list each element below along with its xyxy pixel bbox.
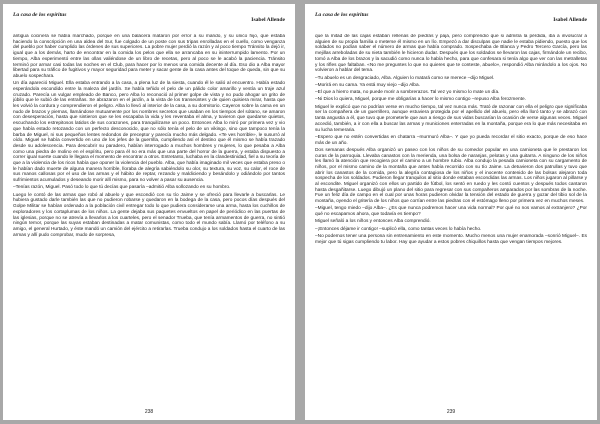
paragraph: –Tenías razón, Miguel. Pasó todo lo que tú decías que pasaría –admitió Alba sollozando en su hombro. [13,185,231,191]
paragraph: Luego le contó de las armas que robó al abuelo y que escondió con su tío Jaime y se ofreció para llevarle a buscarlas. Le hubiera gustado darle también las que no pudieron robarse y quedaron en la bodega de la casa, pero pocos días después del Golpe Militar se habían ordenado a la población civil entregar todo lo que pudiera considerarse una arma, hasta los cuchillos de exploradores y los cortaplumas de los niños. La gente dejaba sus paquetes envueltos en papel de periódico en las puertas de las iglesias, porque no se atrevía a llevarlos a los cuarteles, pero el senador Trueba, que tenía armamentos de guerra, no sintió ningún temor, porque las suyas estaban destinadas a matar comunistas, como todo el mundo sabía. Llamó por teléfono a su amigo, el general Hurtado, y éste mandó un camión del ejército a retirarlas. Trueba condujo a los soldados hasta el cuarto de las armas y allí pudo comprobar, mudo de sorpresa, [13,192,285,238]
paragraph: –No podemos tener una persona sin entrenamiento en este momento. Mucho menos una mujer enamorada –sonrió Miguel–. Es mejor que tú sigas cumpliendo tu labor. Hay que ayudar a estos pobres chiquillos hasta que vengan tiempos mejores. [315,234,587,245]
running-header [315,12,587,26]
page-number: 238 [144,409,154,415]
paragraph: Dos semanas después Alba organizó un paseo con los niños de su comedor popular en una camioneta que le prestaron los curas de la parroquia. Llevaba canastos con la merienda, una bolsa de naranjas, pelotas y una guitarra. A ninguno de los niños les llamó la atención que recogiera por el camino a un hombre rubio. Alba condujo la pesada camioneta con su cargamento de niños, por el mismo camino de la montaña que antes había recorrido con su tío Jaime. La detuvieron dos patrullas y tuvo que abrir los canastos de la comida, pero la alegría contagiosa de los niños y el inocente contenido de las bolsas alejaron toda sospecha de los soldados. Pudieron llegar tranquilos al sitio donde estaban escondidas las armas. Los niños jugaron al pillarse y al escondite. Miguel organizó con ellos un partido de fútbol, los sentó en ruedo y les contó cuentos y después todos cantaron hasta desgañitarse. Luego dibujó un plano del sitio para regresar con sus compañeros amparados por las sombras de la noche. Fue un feliz día de campo en el cual por unas horas pudieron olvidar la tensión del estado de guerra y gozar del tibio sol de la montaña, oyendo el gritería de los niños que corrían entre las piedras con el estómago lleno por primera vez en muchos meses. [315,147,587,205]
paragraph: –¡Entonces déjame ir contigo! –suplicó ella, como tantas veces lo había hecho. [315,226,482,232]
header-author: Isabel Allende [251,17,285,23]
paragraph: –Tu abuelo es un desgraciado, Alba. Alguien lo matará como se merece –dijo Miguel. [315,75,495,81]
running-header [13,12,285,26]
page-number: 239 [446,409,456,415]
header-author: Isabel Allende [553,17,587,23]
paragraph: que la mitad de las cajas estaban rellenas de piedras y paja, pero comprendió que si admitía la pérdida, iba a involucrar a alguien de su propia familia o meterse él mismo en un lío. Empezó a dar disculpas que nadie le estaba pidiendo, puesto que los soldados no podían saber el número de armas que había comprado. Sospechaba de Blanca y Pedro Tercero García, pero las mejillas arreboladas de su nieta también le hicieron dudar. Después que los soldados se llevaron las cajas, firmándole un recibo, tomó a Alba de los brazos y la sacudió como nunca lo había hecho, para que confesara si tenía algo que ver con las metralletas y los rifles que faltaban. «No me preguntes lo que no quieres que te conteste, abuelo», respondió Alba mirándolo a los ojos. No volvieron a hablar del tema. [315,34,587,74]
page-body [13,34,285,418]
paragraph: –Ni Dios lo quiera, Miguel, porque me obligarías a hacer lo mismo contigo –repuso Alba ferozmente. [315,97,526,103]
right-page [305,4,597,420]
paragraph: Un día apareció Miguel. Ella estaba entrando a la casa, a plena luz de la siesta, cuando él le salió al encuentro. Había estado esperándola escondido entre la maleza del jardín. Se había teñido el pelo de un pálido color amarillo y vestía un traje azul cruzado. Parecía un vulgar empleado de Banco, pero Alba lo reconoció al primer golpe de vista y no pudo ahogar un grito de júbilo que le subió de las entrañas. Se abrazaron en el jardín, a la vista de los transeúntes y de quien quisiera mirar, hasta que les volvió la cordura y comprendieron el peligro. Alba lo llevó al interior de la casa, a su dormitorio. Cayeron sobre la cama en un nudo de brazos y piernas, llamándose mutuamente por los nombres secretos que usaban en los tiempos del sótano, se amaron con desesperación, hasta que sintieron que se les escapaba la vida y les reventaba el alma, y tuvieron que quedarse quietos, escuchando los estrepitosos latidos de sus corazones, para tranquilizarse un poco. Entonces Alba lo miró por primera vez y vio que había estado retozando con un perfecto desconocido, que no sólo tenía el pelo de un vikingo, sino que tampoco tenía la barba de Miguel, ni sus pequeños lentes redondos de preceptor y parecía mucho más delgado. «Te ves horrible», le susurró al oído. Miguel se había convertido en uno de los jefes de la guerrilla, cumpliendo así el destino que él mismo se había trazado desde su adolescencia. Para descubrir su paradero, habían interrogado a muchos hombres y mujeres, lo que pesaba a Alba como una piedra de molino en el espíritu, pero para él no era más que una parte del horror de la guerra, y estaba dispuesto a correr igual suerte cuando le llegara el momento de encontrar a otros. Entretanto, luchaba en la clandestinidad, fiel a su teoría de que a la violencia de los ricos había que oponer la violencia del pueblo. Alba, que había imaginado mil veces que estaba preso o le habían dado muerte de alguna manera horrible, lloraba de alegría sabiéndolo su olor, su textura, su voz, su calor, el roce de sus manos callosas por el uso de las armas y el hábito de reptar, rezando y maldiciendo y besándolo y odiándolo por tantos sufrimientos acumulados y deseando morir allí mismo, para no volver a pasar su ausencia. [13,81,285,184]
paragraph: antigua cocinera se había marchado, porque en una balacera mataron por error a su marido, y su único hijo, que estaba haciendo la conscripción en una aldea del Sur, fue colgado de un poste con sus tripas enrolladas en el cuello, como venganza del pueblo por haber cumplido las órdenes de sus superiores. La pobre mujer perdió la razón y al poco tiempo Tránsito la dejó ir, igual que a los demás, harto de encontrar en la comida los pelos que ella se arrancaba en su ininterrumpido lamento. Por un tiempo, Alba experimentó entre las ollas valiéndose de un libro de recetas, pero al poco se le acabó la paciencia. Tránsito terminó por armar casi todas las noches en el Club, para hacer por lo menos una comida decente al día. Eso dio a Alba mayor libertad para su tráfico de fugitivos y mayor seguridad para meter y sacar gente de la casa antes del toque de queda, sin que su abuelo sospechara. [13,34,285,79]
header-book-title: La casa de los espíritus [13,12,67,18]
paragraph: –Espero que no estén convertidas en chatarra –murmuró Alba–. Y que yo pueda recordar el sitio exacto, porque de eso hace más de un año. [315,134,587,146]
paragraph: Miguel le explicó que no podrían verse en mucho tiempo, tal vez nunca más. Trató de razonar con ella el peligro que significaba ser la compañera de un guerrillero, aunque estuviera protegida por el apellido del abuelo, pero ella lloró tanto y se abrazó con tanta angustia a él, que tuvo que prometerle que aun a riesgo de sus vidas buscarían la ocasión de verse algunas veces. Miguel accedió, también, a ir con ella a buscar las armas y municiones enterradas en la montaña, porque era lo que más necesitaba en su lucha temeraria. [315,104,587,133]
paragraph: Miguel señaló a los niños y entonces Alba comprendió. [315,219,431,225]
paragraph: –Morirá en su cama. Ya está muy viejo –dijo Alba. [315,82,420,88]
paragraph: –Miguel, tengo miedo –dijo Alba–. ¿Es que nunca podremos hacer una vida normal? Por qué no nos vamos al extranjero? ¿Por qué no escapamos ahora, que todavía es tiempo? [315,206,587,218]
paragraph: –El que a hierro mata, no puede morir a sombrerazos. Tal vez yo mismo lo mate un día. [315,90,500,96]
page-body [315,34,587,418]
left-page [3,4,295,420]
header-book-title: La casa de los espíritus [315,12,369,18]
